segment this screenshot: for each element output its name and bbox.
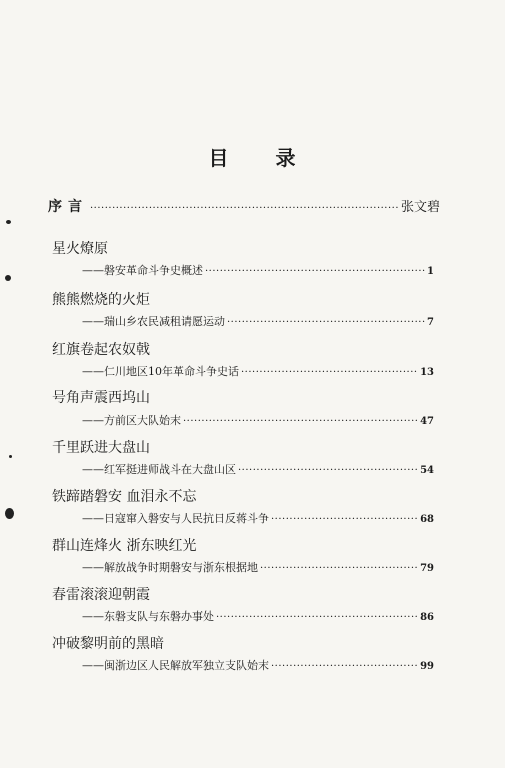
leader-dots <box>260 563 418 574</box>
entry-title: 熊熊燃烧的火炬 <box>52 292 150 308</box>
scan-speck <box>5 275 11 281</box>
entry-subtitle: ——日寇窜入磐安与人民抗日反蒋斗争 <box>82 512 269 525</box>
entry-subtitle-row <box>82 412 434 428</box>
entry-subtitle-row <box>82 461 434 477</box>
leader-dots <box>205 266 425 277</box>
page-number: 1 <box>427 266 434 277</box>
entry-subtitle: ——解放战争时期磐安与浙东根据地 <box>82 561 258 574</box>
entry-subtitle-row <box>82 313 434 329</box>
page-number: 54 <box>420 465 434 476</box>
entry-subtitle-row <box>82 510 434 526</box>
entry-title: 群山连烽火 浙东映红光 <box>52 538 197 554</box>
preface-author: 张文碧 <box>400 200 440 215</box>
page-number: 68 <box>420 514 434 525</box>
leader-dots <box>90 203 399 214</box>
entry-subtitle: ——仁川地区10年革命斗争史话 <box>82 365 239 378</box>
leader-dots <box>241 367 418 378</box>
scan-speck <box>6 220 11 224</box>
leader-dots <box>271 661 418 672</box>
page-number: 7 <box>427 317 434 328</box>
entry-subtitle-row <box>82 608 434 624</box>
leader-dots <box>227 317 425 328</box>
entry-subtitle-row <box>82 559 434 575</box>
leader-dots <box>238 465 418 476</box>
entry-subtitle-row <box>82 363 434 379</box>
entry-subtitle-row <box>82 657 434 673</box>
entry-title: 铁蹄踏磐安 血泪永不忘 <box>52 489 197 505</box>
entry-title: 号角声震西坞山 <box>52 390 150 406</box>
scan-speck <box>9 455 12 458</box>
page-title: 目 录 <box>208 146 297 170</box>
page-number: 86 <box>420 612 434 623</box>
entry-title: 冲破黎明前的黑暗 <box>52 636 164 652</box>
entry-title: 星火燎原 <box>52 241 108 257</box>
page-number: 47 <box>420 416 434 427</box>
entry-subtitle: ——红军挺进师战斗在大盘山区 <box>82 463 236 476</box>
entry-subtitle: ——东磐支队与东磐办事处 <box>82 610 214 623</box>
preface-entry <box>48 196 440 216</box>
entry-subtitle: ——方前区大队始末 <box>82 414 181 427</box>
page-number: 13 <box>420 367 434 378</box>
preface-label: 序言 <box>48 199 88 215</box>
entry-subtitle: ——闽浙边区人民解放军独立支队始末 <box>82 659 269 672</box>
entry-subtitle: ——磐安革命斗争史概述 <box>82 264 203 277</box>
leader-dots <box>216 612 418 623</box>
entry-title: 春雷滚滚迎朝霞 <box>52 587 150 603</box>
page-number: 79 <box>420 563 434 574</box>
leader-dots <box>271 514 418 525</box>
scan-speck <box>5 508 14 519</box>
entry-title: 红旗卷起农奴戟 <box>52 342 150 358</box>
entry-subtitle: ——瑞山乡农民减租请愿运动 <box>82 315 225 328</box>
leader-dots <box>183 416 418 427</box>
entry-title: 千里跃进大盘山 <box>52 440 150 456</box>
page-number: 99 <box>420 661 434 672</box>
entry-subtitle-row <box>82 262 434 278</box>
